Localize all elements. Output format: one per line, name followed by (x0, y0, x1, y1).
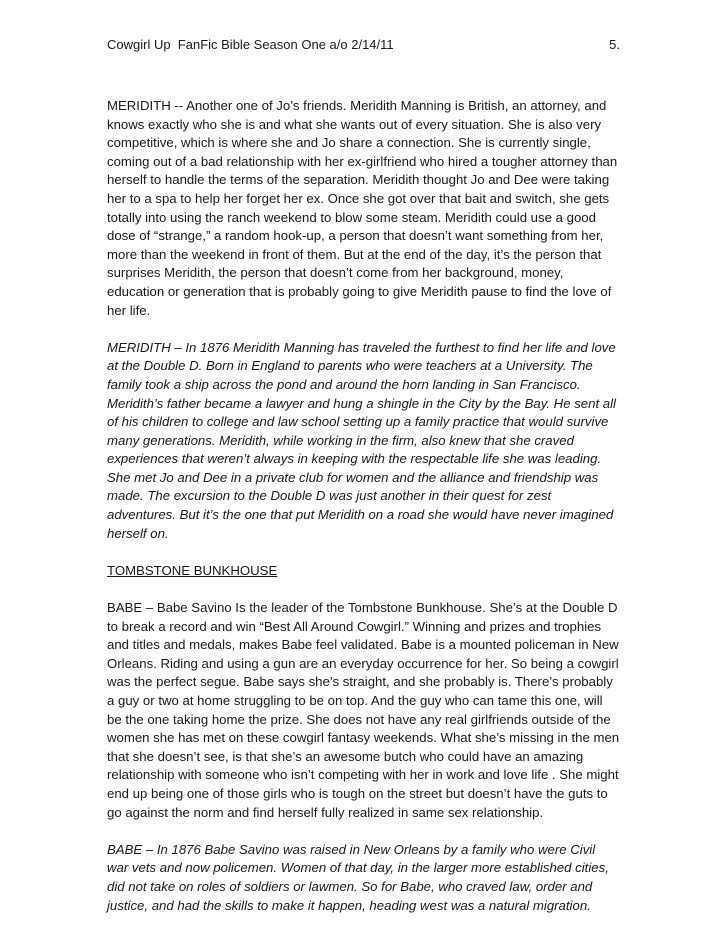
page-number: 5. (609, 37, 620, 52)
paragraph-meridith-modern: MERIDITH -- Another one of Jo’s friends. Meridith Manning is British, an attorney, and knows exactly who she is and what she wants out of every situation. She is also very competitive, which is where she and Jo share a connection. She is currently single, coming out of a bad relationship with her ex-girlfriend who hired a tougher attorney than herself to handle the terms of the separation. Meridith thought Jo and Dee were taking her to a spa to help her forget her ex. Once she got over that bait and switch, she gets totally into using the ranch weekend to blow some steam. Meridith could use a good dose of “strange,” a random hook-up, a person that doesn’t want something from her, more than the weekend in front of them. But at the end of the day, it’s the person that surprises Meridith, the person that doesn’t come from her background, money, education or generation that is probably going to give Meridith pause to find the love of her life. (107, 98, 618, 318)
paragraph-babe-modern: BABE – Babe Savino Is the leader of the Tombstone Bunkhouse. She’s at the Double D to break a record and win “Best All Around Cowgirl.” Winning and prizes and trophies and titles and medals, makes Babe feel validated. Babe is a mounted policeman in New Orleans. Riding and using a gun are an everyday occurrence for her. So being a cowgirl was the perfect segue. Babe says she’s straight, and she probably is. There’s probably a guy or two at home struggling to be on top. And the guy who can tame this one, will be the one taking home the prize. She does not have any real girlfriends outside of the women she has met on these cowgirl fantasy weekends. What she’s missing in the men that she doesn’t see, is that she’s an awesome butch who could have an amazing relationship with someone who isn’t competing with her in work and love life . She might end up being one of those girls who is tough on the street but doesn’t have the guts to go against the norm and find herself fully realized in same sex relationship. (107, 600, 620, 820)
paragraph-meridith-1876: MERIDITH – In 1876 Meridith Manning has traveled the furthest to find her life and love at the Double D. Born in England to parents who were teachers at a University. The family took a ship across the pond and around the horn landing in San Francisco. Meridith’s father became a lawyer and hung a shingle in the City by the Bay. He sent all of his children to college and law school setting up a family practice that would survive many generations. Meridith, while working in the firm, also knew that she craved experiences that weren’t always in keeping with the respectable life she was leading. She met Jo and Dee in a private club for women and the alliance and friendship was made. The excursion to the Double D was just another in their quest for zest adventures. But it’s the one that put Meridith on a road she would have never imagined herself on. (107, 339, 616, 541)
page-header (107, 35, 620, 55)
paragraph-babe-1876: BABE – In 1876 Babe Savino was raised in New Orleans by a family who were Civil war vets and now policemen. Women of that day, in the larger more established cities, did not take on roles of soldiers or lawmen. So for Babe, who craved law, order and justice, and had the skills to make it happen, heading west was a natural migration. (107, 841, 609, 913)
document-body (107, 97, 620, 934)
document-title: Cowgirl Up FanFic Bible Season One a/o 2/14/11 (107, 37, 394, 52)
section-heading-tombstone-bunkhouse: TOMBSTONE BUNKHOUSE (107, 562, 278, 578)
